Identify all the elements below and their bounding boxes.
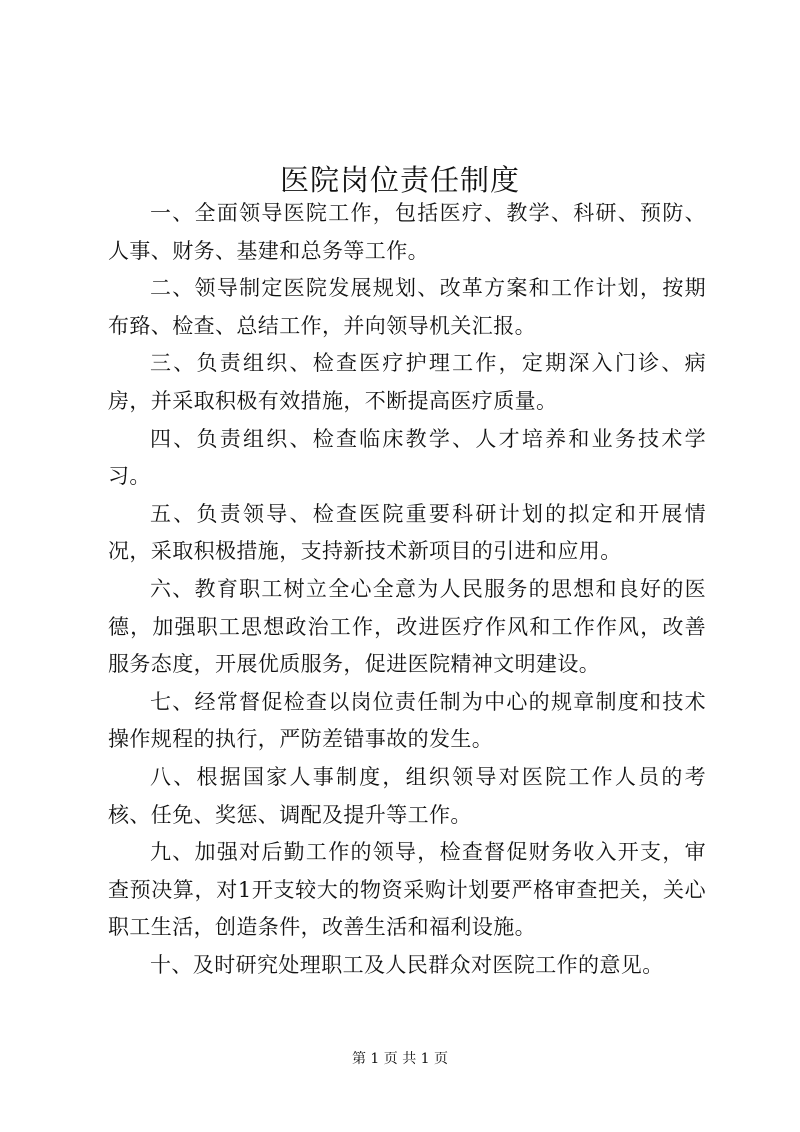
document-body [108, 195, 706, 984]
clause-9: 九、加强对后勤工作的领导，检查督促财务收入开支，审查预决算，对1开支较大的物资采购计划要严格审查把关，关心职工生活，创造条件，改善生活和福利设施。 [108, 840, 706, 940]
clause-2: 二、领导制定医院发展规划、改革方案和工作计划，按期布臵、检查、总结工作，并向领导机关汇报。 [108, 276, 706, 338]
clause-3: 三、负责组织、检查医疗护理工作，定期深入门诊、病房，并采取积极有效措施，不断提高医疗质量。 [108, 351, 706, 413]
clause-7: 七、经常督促检查以岗位责任制为中心的规章制度和技术操作规程的执行，严防差错事故的发生。 [108, 689, 706, 752]
clause-10: 十、及时研究处理职工及人民群众对医院工作的意见。 [150, 952, 664, 977]
clause-6: 六、教育职工树立全心全意为人民服务的思想和良好的医德，加强职工思想政治工作，改进医疗作风和工作作风，改善服务态度，开展优质服务，促进医院精神文明建设。 [108, 576, 706, 677]
document-title: 医院岗位责任制度 [279, 163, 520, 198]
clause-1: 一、全面领导医院工作，包括医疗、教学、科研、预防、人事、财务、基建和总务等工作。 [108, 201, 706, 263]
clause-5: 五、负责领导、检查医院重要科研计划的拟定和开展情况，采取积极措施，支持新技术新项目的引进和应用。 [108, 501, 706, 564]
page-footer: 第 1 页 共 1 页 [351, 1051, 449, 1067]
clause-8: 八、根据国家人事制度，组织领导对医院工作人员的考核、任免、奖惩、调配及提升等工作。 [108, 764, 706, 827]
clause-4: 四、负责组织、检查临床教学、人才培养和业务技术学习。 [108, 426, 706, 489]
